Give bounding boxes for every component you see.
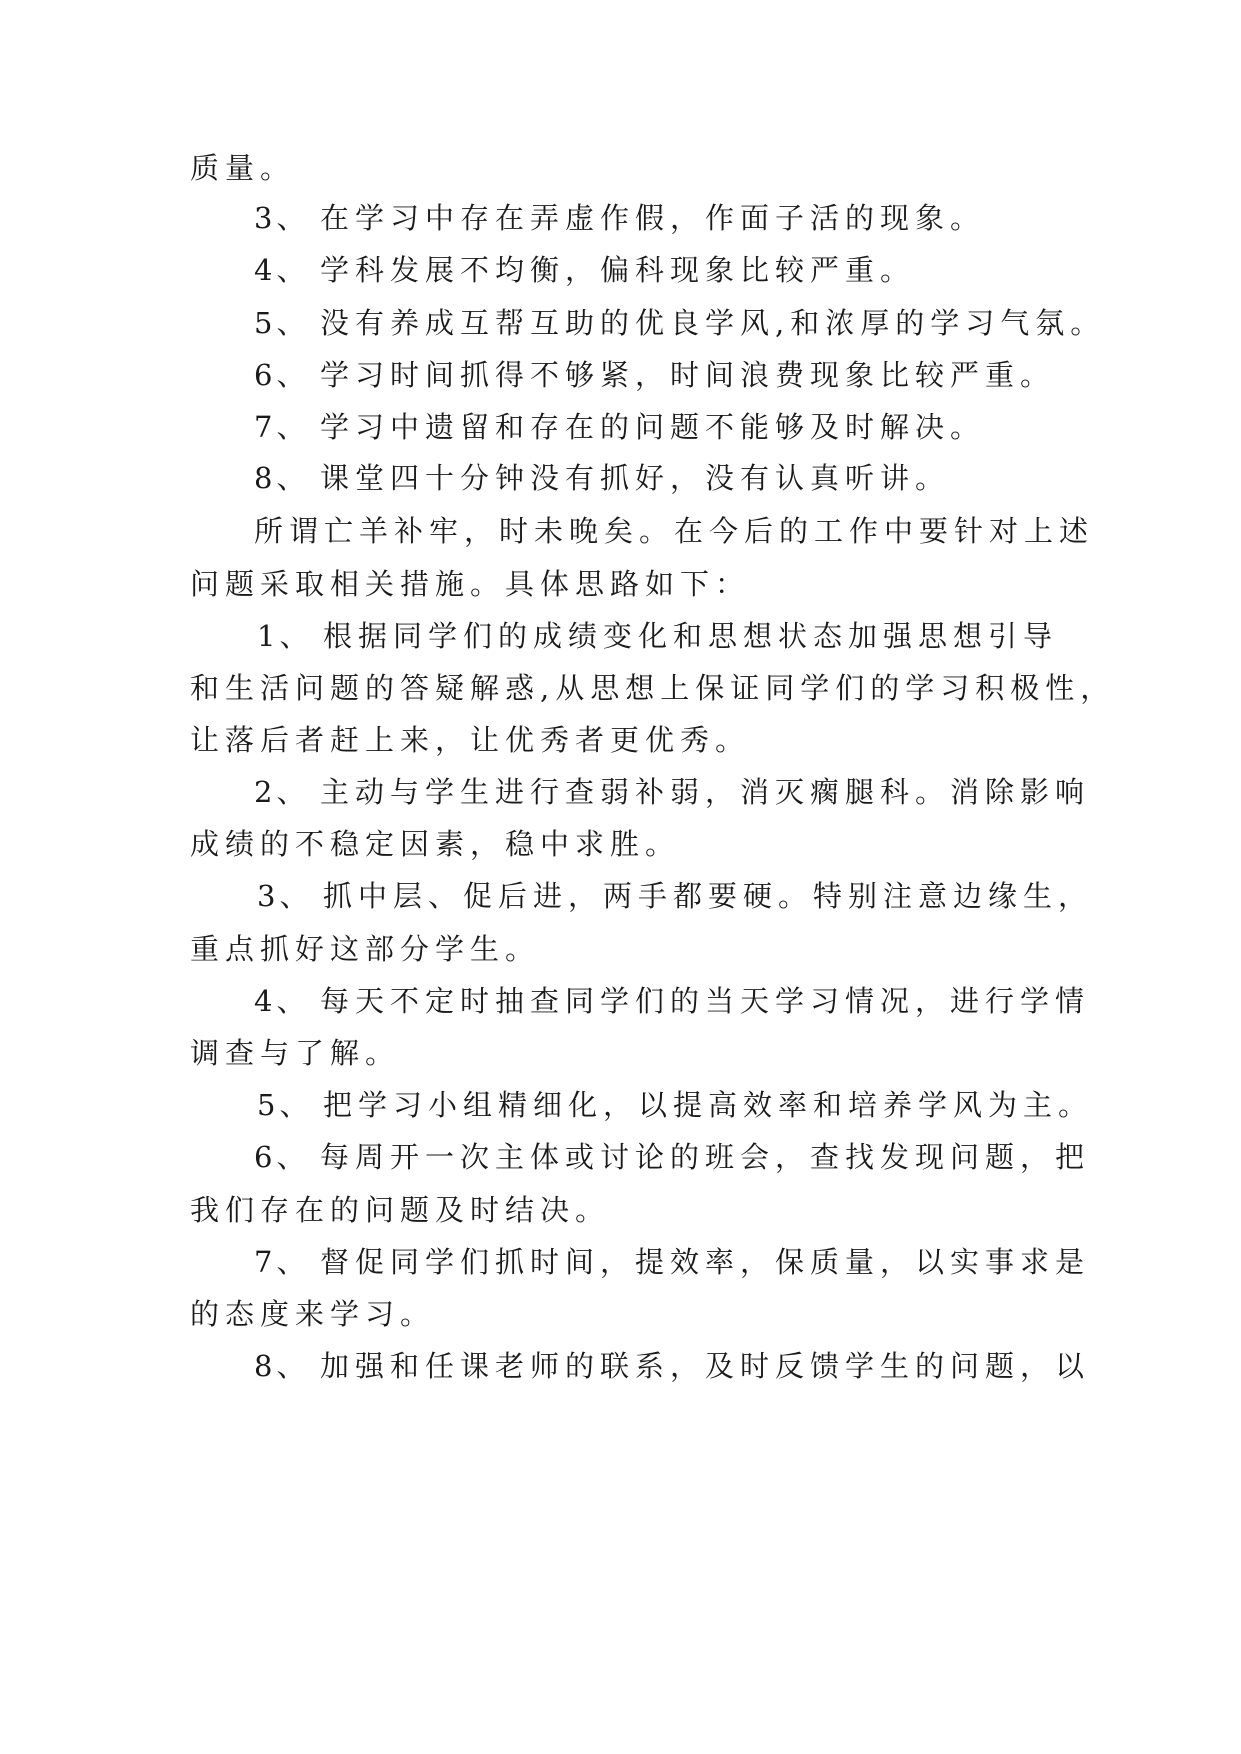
item-number: 7、: [254, 410, 310, 444]
continuation-line: 调查与了解。: [190, 1036, 401, 1070]
list-item: [257, 616, 1058, 656]
item-number: 6、: [254, 358, 310, 392]
list-item: [254, 355, 1055, 395]
item-number: 8、: [254, 461, 310, 495]
item-text: 把学习小组精细化，以提高效率和培养学风为主。: [323, 1088, 1094, 1122]
paragraph-line: 问题采取相关措施。具体思路如下：: [190, 567, 751, 601]
item-number: 7、: [254, 1245, 310, 1279]
item-number: 4、: [254, 253, 310, 287]
item-text: 加强和任课老师的联系，及时反馈学生的问题，以: [320, 1349, 1091, 1383]
item-text: 学科发展不均衡，偏科现象比较严重。: [320, 253, 916, 287]
list-item: [254, 407, 985, 447]
list-item: [257, 876, 1093, 916]
item-number: 3、: [257, 879, 313, 913]
list-item: [254, 1242, 1090, 1282]
item-number: 6、: [254, 1140, 310, 1174]
list-item: [254, 1137, 1090, 1177]
continuation-line: 让落后者赶上来，让优秀者更优秀。: [190, 723, 751, 757]
item-text: 根据同学们的成绩变化和思想状态加强思想引导: [323, 619, 1059, 653]
item-text: 没有养成互帮互助的优良学风,和浓厚的学习气氛。: [320, 306, 1106, 340]
list-item: [254, 772, 1090, 812]
item-text: 学习中遗留和存在的问题不能够及时解决。: [320, 410, 986, 444]
item-text: 督促同学们抓时间，提效率，保质量，以实事求是: [320, 1245, 1091, 1279]
item-text: 在学习中存在弄虚作假，作面子活的现象。: [320, 201, 986, 235]
continuation-line: 的态度来学习。: [190, 1297, 436, 1331]
item-text: 每周开一次主体或讨论的班会，查找发现问题，把: [320, 1140, 1091, 1174]
item-number: 5、: [257, 1088, 313, 1122]
list-item: [254, 303, 1105, 343]
item-text: 学习时间抓得不够紧，时间浪费现象比较严重。: [320, 358, 1056, 392]
list-item: [254, 250, 915, 290]
item-number: 8、: [254, 1349, 310, 1383]
item-number: 5、: [254, 306, 310, 340]
item-text: 课堂四十分钟没有抓好，没有认真听讲。: [320, 461, 951, 495]
item-number: 1、: [257, 619, 313, 653]
item-text: 抓中层、促后进，两手都要硬。特别注意边缘生，: [323, 879, 1094, 913]
continuation-line: 重点抓好这部分学生。: [190, 932, 541, 966]
text-line: 质量。: [190, 151, 296, 185]
item-number: 4、: [254, 984, 310, 1018]
continuation-line: 和生活问题的答疑解惑,从思想上保证同学们的学习积极性，: [190, 671, 1116, 705]
list-item: [254, 198, 985, 238]
list-item: [257, 1085, 1093, 1125]
item-number: 2、: [254, 775, 310, 809]
list-item: [254, 1346, 1090, 1386]
item-text: 主动与学生进行查弱补弱，消灭瘸腿科。消除影响: [320, 775, 1091, 809]
paragraph-line: 所谓亡羊补牢，时未晚矣。在今后的工作中要针对上述: [254, 514, 1095, 548]
list-item: [254, 458, 950, 498]
list-item: [254, 981, 1090, 1021]
continuation-line: 成绩的不稳定因素，稳中求胜。: [190, 827, 681, 861]
item-number: 3、: [254, 201, 310, 235]
continuation-line: 我们存在的问题及时结决。: [190, 1193, 611, 1227]
item-text: 每天不定时抽查同学们的当天学习情况，进行学情: [320, 984, 1091, 1018]
